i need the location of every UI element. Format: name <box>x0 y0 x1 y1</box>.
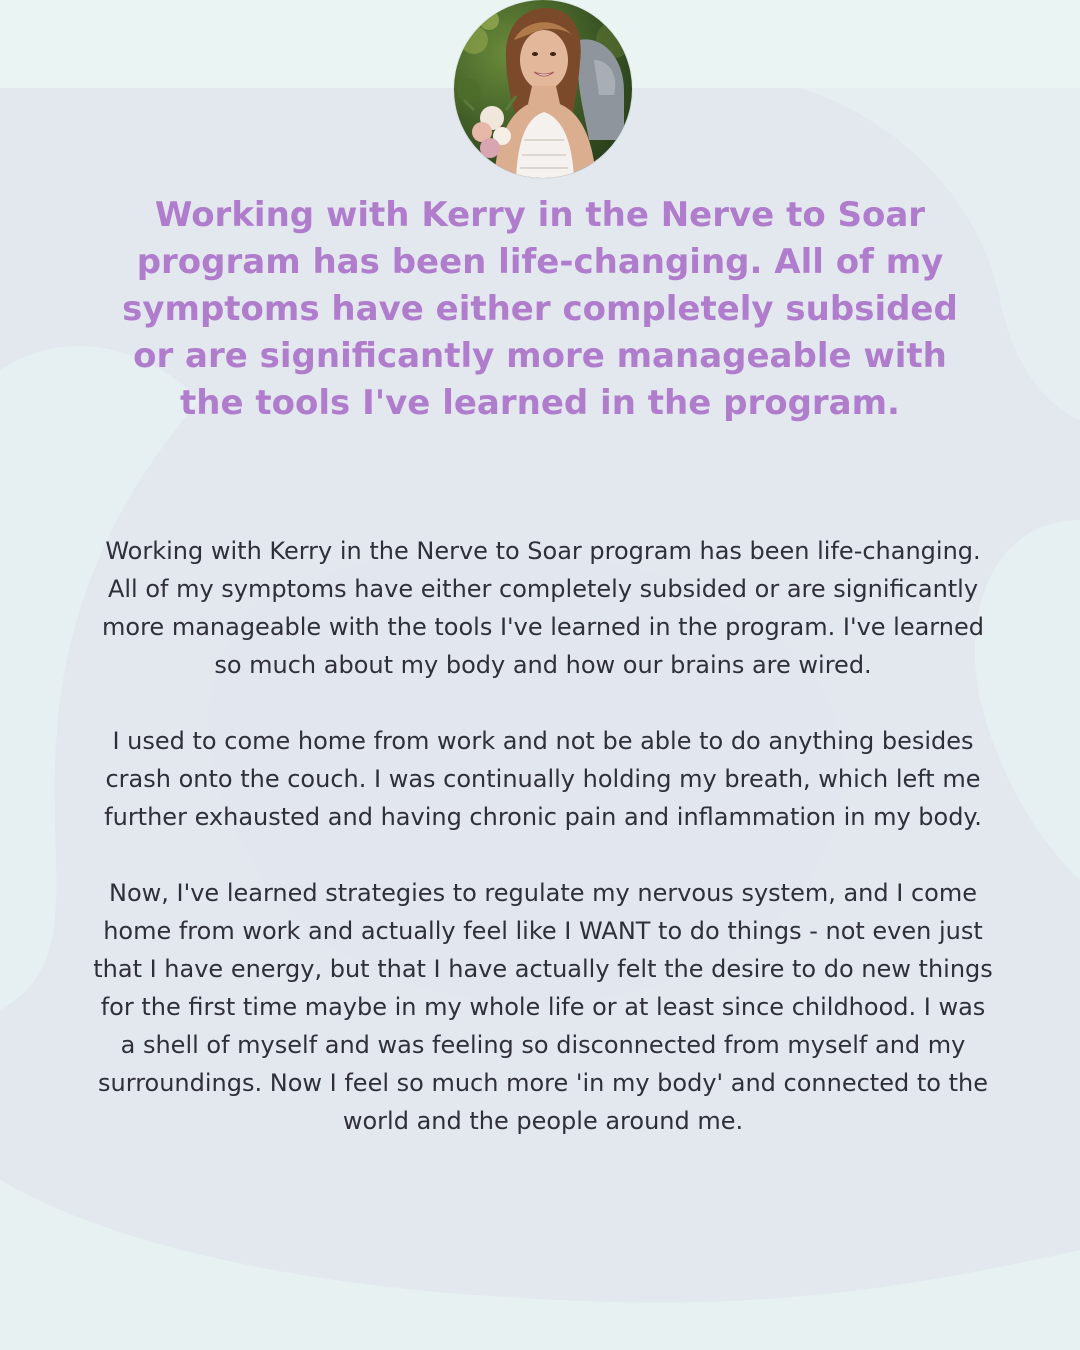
testimonial-body <box>92 532 994 1140</box>
testimonial-headline: Working with Kerry in the Nerve to Soar program has been life-changing. All of my symptoms have either completely subsided or are significantly more manageable with the tools I've learned in the program. <box>122 195 958 423</box>
avatar <box>454 0 632 178</box>
testimonial-paragraph: I used to come home from work and not be able to do anything besides crash onto the couch. I was continually holding my breath, which left me further exhausted and having chronic pain and inflammation in my body. <box>104 727 982 831</box>
avatar-image <box>454 0 632 178</box>
testimonial-paragraph: Now, I've learned strategies to regulate my nervous system, and I come home from work and actually feel like I WANT to do things - not even just that I have energy, but that I have actually felt the desire to do new things for the first time maybe in my whole life or at least since childhood. I was a shell of myself and was feeling so disconnected from myself and my surroundings. Now I feel so much more 'in my body' and connected to the world and the people around me. <box>93 879 993 1135</box>
testimonial-paragraph: Working with Kerry in the Nerve to Soar program has been life-changing. All of my symptoms have either completely subsided or are significantly more manageable with the tools I've learned in the program. I've learned so much about my body and how our brains are wired. <box>102 537 984 679</box>
